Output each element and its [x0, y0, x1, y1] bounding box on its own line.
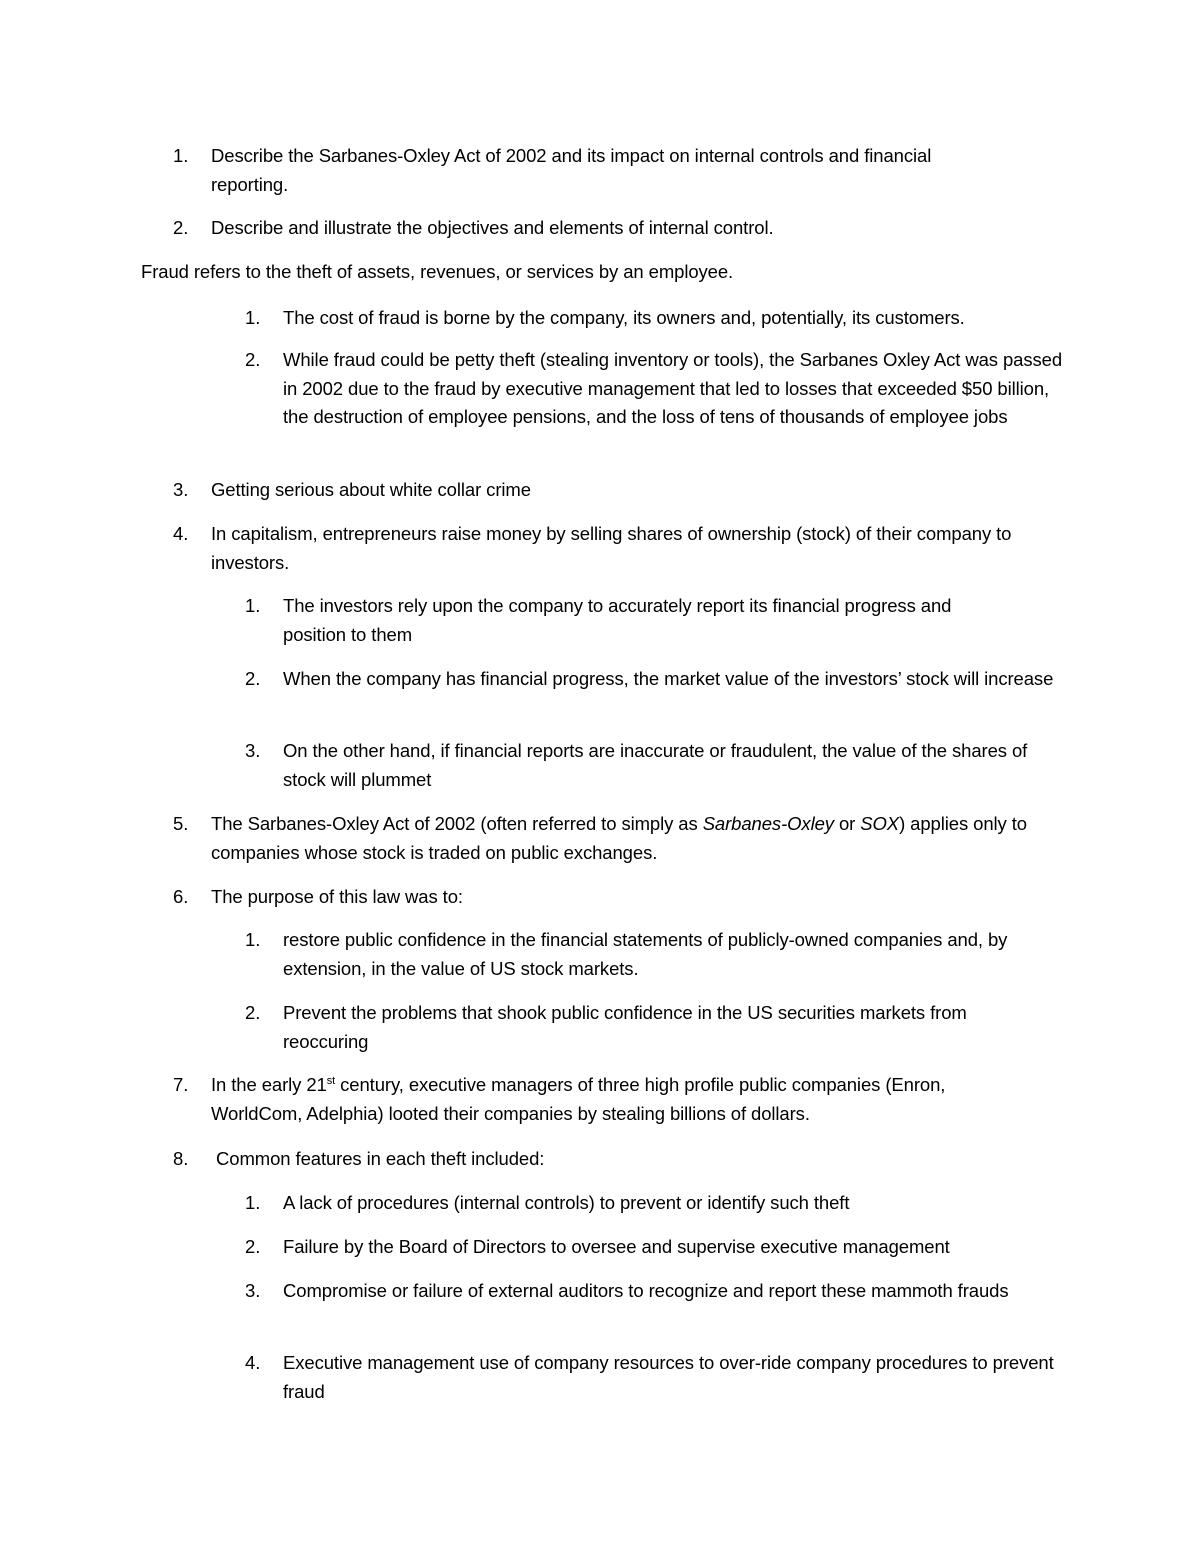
list-text: In capitalism, entrepreneurs raise money by selling shares of ownership (stock) of their company to investors. [211, 523, 1012, 573]
list-number: 2. [245, 349, 261, 370]
sox-abbreviation: SOX [860, 813, 900, 834]
list-text: Failure by the Board of Directors to oversee and supervise executive management [283, 1236, 950, 1257]
list-text: Common features in each theft included: [211, 1148, 545, 1169]
list-text: Prevent the problems that shook public confidence in the US securities markets from reoccuring [283, 1002, 967, 1052]
century-text-after: century, executive managers of three high profile public companies (Enron, WorldCom, Adelphia) looted their companies by stealing billions of dollars. [211, 1074, 946, 1124]
list-number: 1. [173, 145, 189, 166]
intro-paragraph: Fraud refers to the theft of assets, revenues, or services by an employee. [141, 261, 734, 282]
list-text: A lack of procedures (internal controls) to prevent or identify such theft [283, 1192, 850, 1213]
list-number: 7. [173, 1074, 189, 1095]
list-text: restore public confidence in the financial statements of publicly-owned companies and, by extension, in the value of US stock markets. [283, 929, 1008, 979]
list-text: Describe the Sarbanes-Oxley Act of 2002 and its impact on internal controls and financial reporting. [211, 145, 932, 195]
list-number: 8. [173, 1148, 189, 1169]
list-text: The purpose of this law was to: [211, 886, 463, 907]
list-text [211, 810, 1081, 867]
list-number: 2. [245, 668, 261, 689]
list-number: 3. [173, 479, 189, 500]
sox-text-after: ) applies only to companies whose stock is traded on public exchanges. [211, 813, 1027, 863]
sox-emphasis: Sarbanes-Oxley [702, 813, 834, 834]
list-number: 4. [173, 523, 189, 544]
list-number: 3. [245, 740, 261, 761]
list-number: 3. [245, 1280, 261, 1301]
sox-text-before: The Sarbanes-Oxley Act of 2002 (often referred to simply as [211, 813, 703, 834]
list-text: Getting serious about white collar crime [211, 479, 531, 500]
list-number: 1. [245, 1192, 261, 1213]
list-number: 2. [245, 1236, 261, 1257]
sox-text-mid: or [833, 813, 861, 834]
list-text: Executive management use of company resources to over-ride company procedures to prevent fraud [283, 1352, 1054, 1402]
list-number: 4. [245, 1352, 261, 1373]
list-number: 6. [173, 886, 189, 907]
list-text [211, 1071, 1026, 1128]
century-text-before: In the early 21 [211, 1074, 327, 1095]
list-text: While fraud could be petty theft (stealing inventory or tools), the Sarbanes Oxley Act was passed in 2002 due to the fraud by executive management that led to losses that exceeded $50 billion, the destruction of employee pensions, and the loss of tens of thousands of employee jobs [283, 349, 1063, 427]
list-text: Describe and illustrate the objectives and elements of internal control. [211, 217, 774, 238]
list-text: The investors rely upon the company to accurately report its financial progress and position to them [283, 595, 952, 645]
list-number: 1. [245, 929, 261, 950]
list-text: Compromise or failure of external auditors to recognize and report these mammoth frauds [283, 1280, 1009, 1301]
list-text: When the company has financial progress, the market value of the investors’ stock will increase [283, 668, 1054, 689]
list-number: 1. [245, 307, 261, 328]
list-text: The cost of fraud is borne by the company, its owners and, potentially, its customers. [283, 307, 965, 328]
list-number: 1. [245, 595, 261, 616]
list-number: 5. [173, 813, 189, 834]
list-number: 2. [245, 1002, 261, 1023]
list-number: 2. [173, 217, 189, 238]
list-text: On the other hand, if financial reports are inaccurate or fraudulent, the value of the shares of stock will plummet [283, 740, 1028, 790]
ordinal-suffix: st [326, 1074, 336, 1087]
